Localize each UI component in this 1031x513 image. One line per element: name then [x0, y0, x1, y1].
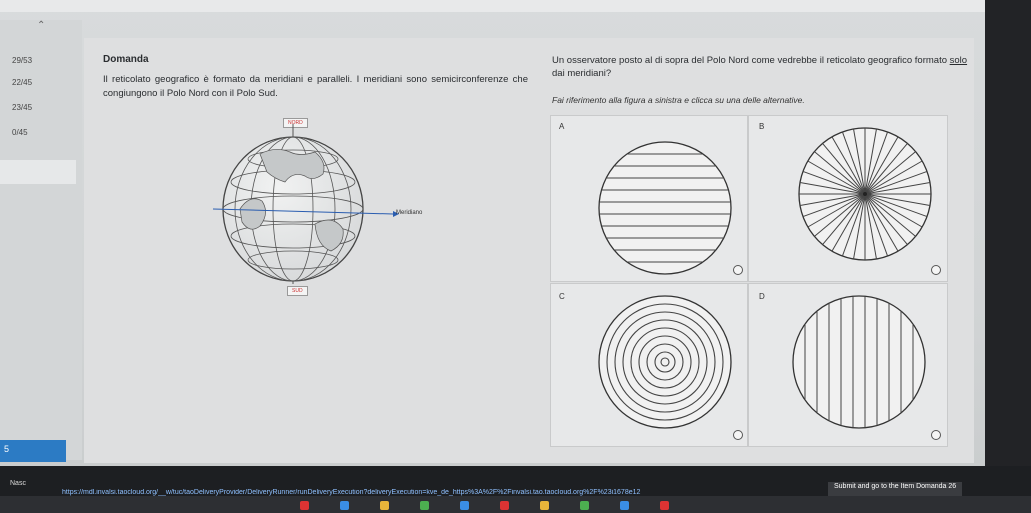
- option-a-figure: [597, 140, 733, 276]
- window-top-bar: [0, 0, 985, 12]
- app-icon[interactable]: [300, 501, 309, 510]
- status-url: https://mdl.invalsi.taocloud.org/__w/tuc/taoDeliveryProvider/DeliveryRunner/runDeliveryExecution?deliveryExecution=kve_de_https%3A%2F%2Finvalsi.tao.taocloud.org%2F%23i1678e12: [62, 489, 641, 496]
- question-stem: Il reticolato geografico è formato da meridiani e paralleli. I meridiani sono semicirconferenze che congiungono il Polo Nord con il Polo Sud.: [103, 74, 528, 99]
- option-d-radio[interactable]: [931, 430, 941, 440]
- option-b-figure: [797, 126, 933, 262]
- option-d-figure: [791, 294, 927, 430]
- south-label: SUD: [287, 286, 308, 296]
- submit-next-button[interactable]: Submit and go to the Item Domanda 26: [828, 482, 962, 498]
- meridian-label: Meridiano: [396, 210, 423, 216]
- hide-nav-button[interactable]: Nasc: [10, 480, 26, 487]
- option-b-radio[interactable]: [931, 265, 941, 275]
- app-icon[interactable]: [500, 501, 509, 510]
- option-d[interactable]: [748, 283, 948, 447]
- option-letter: B: [759, 122, 765, 131]
- prompt-text-end: dai meridiani?: [552, 68, 612, 79]
- instruction-hint: Fai riferimento alla figura a sinistra e clicca su una delle alternative.: [552, 95, 805, 105]
- question-prompt: [552, 54, 972, 80]
- app-icon[interactable]: [460, 501, 469, 510]
- monitor-bezel: [985, 0, 1031, 513]
- app-icon[interactable]: [620, 501, 629, 510]
- option-b[interactable]: [748, 115, 948, 282]
- option-a[interactable]: [550, 115, 748, 282]
- app-icon[interactable]: [540, 501, 549, 510]
- app-icon[interactable]: [580, 501, 589, 510]
- app-icon[interactable]: [340, 501, 349, 510]
- sidebar-item-active[interactable]: 5: [0, 440, 66, 462]
- option-letter: A: [559, 122, 565, 131]
- chevron-up-icon[interactable]: ⌃: [37, 20, 46, 31]
- globe-figure: [205, 114, 405, 289]
- option-letter: C: [559, 292, 565, 301]
- app-icon[interactable]: [420, 501, 429, 510]
- section-count[interactable]: 29/53: [12, 56, 33, 65]
- option-c-radio[interactable]: [733, 430, 743, 440]
- taskbar: [0, 496, 1031, 513]
- option-c[interactable]: [550, 283, 748, 447]
- prompt-emphasis: solo: [949, 55, 968, 66]
- section-count[interactable]: 23/45: [12, 103, 33, 112]
- sidebar-item[interactable]: [0, 160, 76, 184]
- option-letter: D: [759, 292, 765, 301]
- section-count[interactable]: 0/45: [12, 128, 28, 137]
- app-icon[interactable]: [660, 501, 669, 510]
- option-a-radio[interactable]: [733, 265, 743, 275]
- question-title: Domanda: [103, 54, 149, 65]
- prompt-text: Un osservatore posto al di sopra del Polo Nord come vedrebbe il reticolato geografico formato: [552, 55, 950, 66]
- app-icon[interactable]: [380, 501, 389, 510]
- option-c-figure: [597, 294, 733, 430]
- north-label: NORD: [283, 118, 308, 128]
- section-count[interactable]: 22/45: [12, 78, 33, 87]
